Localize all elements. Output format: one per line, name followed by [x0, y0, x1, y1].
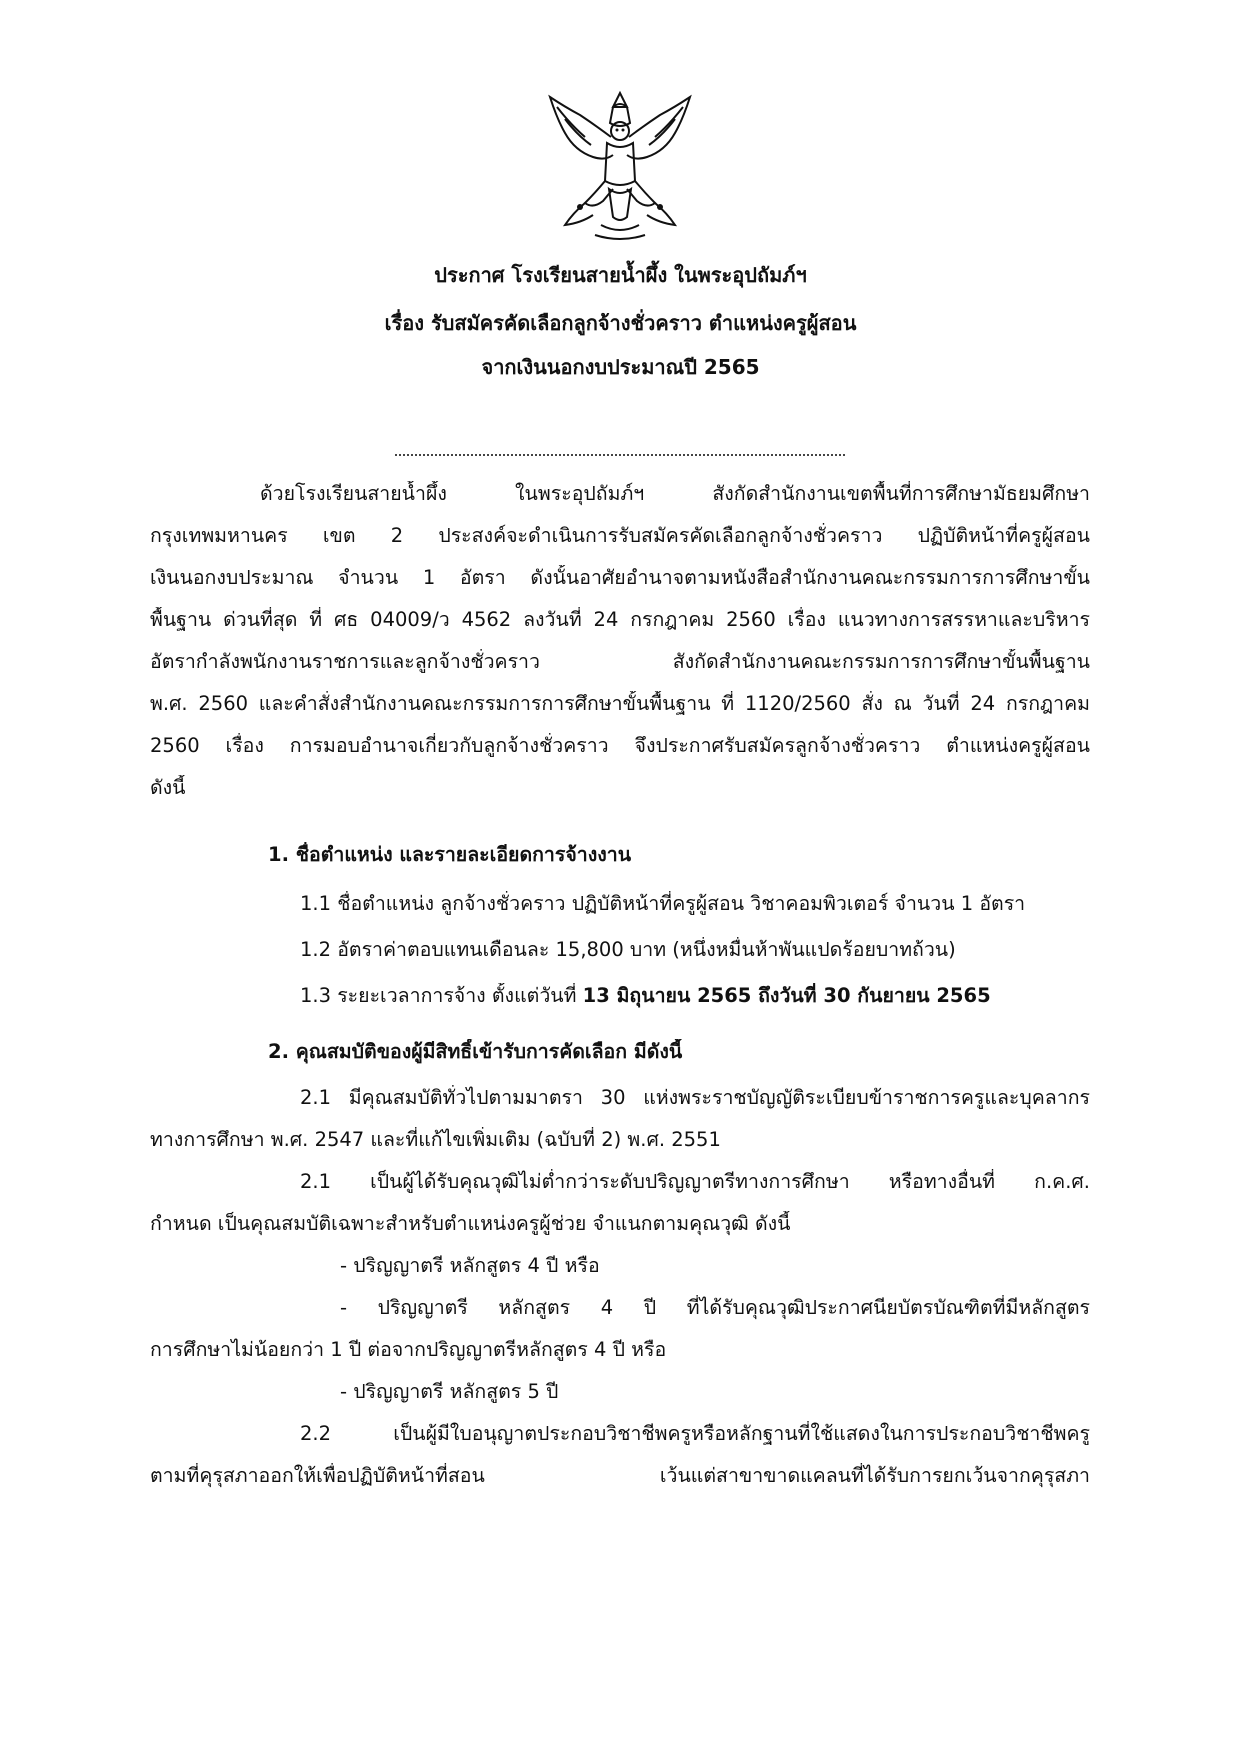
section1-item-1: 1.1 ชื่อตำแหน่ง ลูกจ้างชั่วคราว ปฏิบัติหน้าที่ครูผู้สอน วิชาคอมพิวเตอร์ จำนวน 1 อัตรา — [300, 892, 1026, 915]
section1-item-3 — [300, 983, 1090, 1009]
title-line-3: จากเงินนอกงบประมาณปี 2565 — [481, 355, 760, 379]
section2-p3-line-1: 2.2 เป็นผู้มีใบอนุญาตประกอบวิชาชีพครูหรือหลักฐานที่ใช้แสดงในการประกอบวิชาชีพครู — [300, 1422, 1090, 1445]
intro-line-6: พ.ศ. 2560 และคำสั่งสำนักงานคณะกรรมการการศึกษาขั้นพื้นฐาน ที่ 1120/2560 สั่ง ณ วันที่ 24 กรกฎาคม — [150, 692, 1090, 715]
section1-item-2: 1.2 อัตราค่าตอบแทนเดือนละ 15,800 บาท (หนึ่งหมื่นห้าพันแปดร้อยบาทถ้วน) — [300, 938, 956, 961]
section1-item-3-prefix: 1.3 ระยะเวลาการจ้าง ตั้งแต่วันที่ — [300, 984, 583, 1007]
intro-line-2: กรุงเทพมหานคร เขต 2 ประสงค์จะดำเนินการรับสมัครคัดเลือกลูกจ้างชั่วคราว ปฏิบัติหน้าที่ครูผู้สอน — [150, 524, 1090, 547]
section2-bullet-2-line-2: การศึกษาไม่น้อยกว่า 1 ปี ต่อจากปริญญาตรีหลักสูตร 4 ปี หรือ — [150, 1338, 667, 1361]
intro-line-7: 2560 เรื่อง การมอบอำนาจเกี่ยวกับลูกจ้างชั่วคราว จึงประกาศรับสมัครลูกจ้างชั่วคราว ตำแหน่งครูผู้สอน — [150, 734, 1090, 757]
section2-p1-line-2: ทางการศึกษา พ.ศ. 2547 และที่แก้ไขเพิ่มเติม (ฉบับที่ 2) พ.ศ. 2551 — [150, 1128, 721, 1151]
section2-p1-line-1: 2.1 มีคุณสมบัติทั่วไปตามมาตรา 30 แห่งพระราชบัญญัติระเบียบข้าราชการครูและบุคลากร — [300, 1086, 1090, 1109]
intro-line-4: พื้นฐาน ด่วนที่สุด ที่ ศธ 04009/ว 4562 ลงวันที่ 24 กรกฎาคม 2560 เรื่อง แนวทางการสรรหาและบริหาร — [150, 608, 1090, 631]
section1-heading: 1. ชื่อตำแหน่ง และรายละเอียดการจ้างงาน — [268, 843, 632, 866]
intro-line-3: เงินนอกงบประมาณ จำนวน 1 อัตรา ดังนั้นอาศัยอำนาจตามหนังสือสำนักงานคณะกรรมการการศึกษาขั้น — [150, 566, 1090, 589]
section2-bullet-1: - ปริญญาตรี หลักสูตร 4 ปี หรือ — [340, 1254, 600, 1277]
separator-dots — [395, 438, 845, 456]
section1-item-3-dates: 13 มิถุนายน 2565 ถึงวันที่ 30 กันยายน 2565 — [582, 984, 991, 1007]
section2-bullet-2-line-1: - ปริญญาตรี หลักสูตร 4 ปี ที่ได้รับคุณวุฒิประกาศนียบัตรบัณฑิตที่มีหลักสูตร — [340, 1296, 1090, 1319]
section2-p2-line-2: กำหนด เป็นคุณสมบัติเฉพาะสำหรับตำแหน่งครูผู้ช่วย จำแนกตามคุณวุฒิ ดังนี้ — [150, 1212, 791, 1235]
section2-p2-line-1: 2.1 เป็นผู้ได้รับคุณวุฒิไม่ต่ำกว่าระดับปริญญาตรีทางการศึกษา หรือทางอื่นที่ ก.ค.ศ. — [300, 1170, 1090, 1193]
intro-line-8: ดังนี้ — [150, 776, 186, 799]
title-line-1: ประกาศ โรงเรียนสายน้ำผึ้ง ในพระอุปถัมภ์ฯ — [434, 263, 807, 287]
section2-p3-line-2: ตามที่คุรุสภาออกให้เพื่อปฏิบัติหน้าที่สอน เว้นแต่สาขาขาดแคลนที่ได้รับการยกเว้นจากคุรุสภา — [150, 1464, 1090, 1487]
intro-line-1: ด้วยโรงเรียนสายน้ำผึ้ง ในพระอุปถัมภ์ฯ สังกัดสำนักงานเขตพื้นที่การศึกษามัธยมศึกษา — [260, 482, 1090, 505]
section2-heading: 2. คุณสมบัติของผู้มีสิทธิ์เข้ารับการคัดเลือก มีดังนี้ — [268, 1040, 683, 1063]
garuda-emblem-icon — [535, 85, 705, 245]
title-line-2: เรื่อง รับสมัครคัดเลือกลูกจ้างชั่วคราว ตำแหน่งครูผู้สอน — [384, 311, 857, 335]
section2-bullet-3: - ปริญญาตรี หลักสูตร 5 ปี — [340, 1380, 559, 1403]
intro-line-5: อัตรากำลังพนักงานราชการและลูกจ้างชั่วคราว สังกัดสำนักงานคณะกรรมการการศึกษาขั้นพื้นฐาน — [150, 650, 1090, 673]
